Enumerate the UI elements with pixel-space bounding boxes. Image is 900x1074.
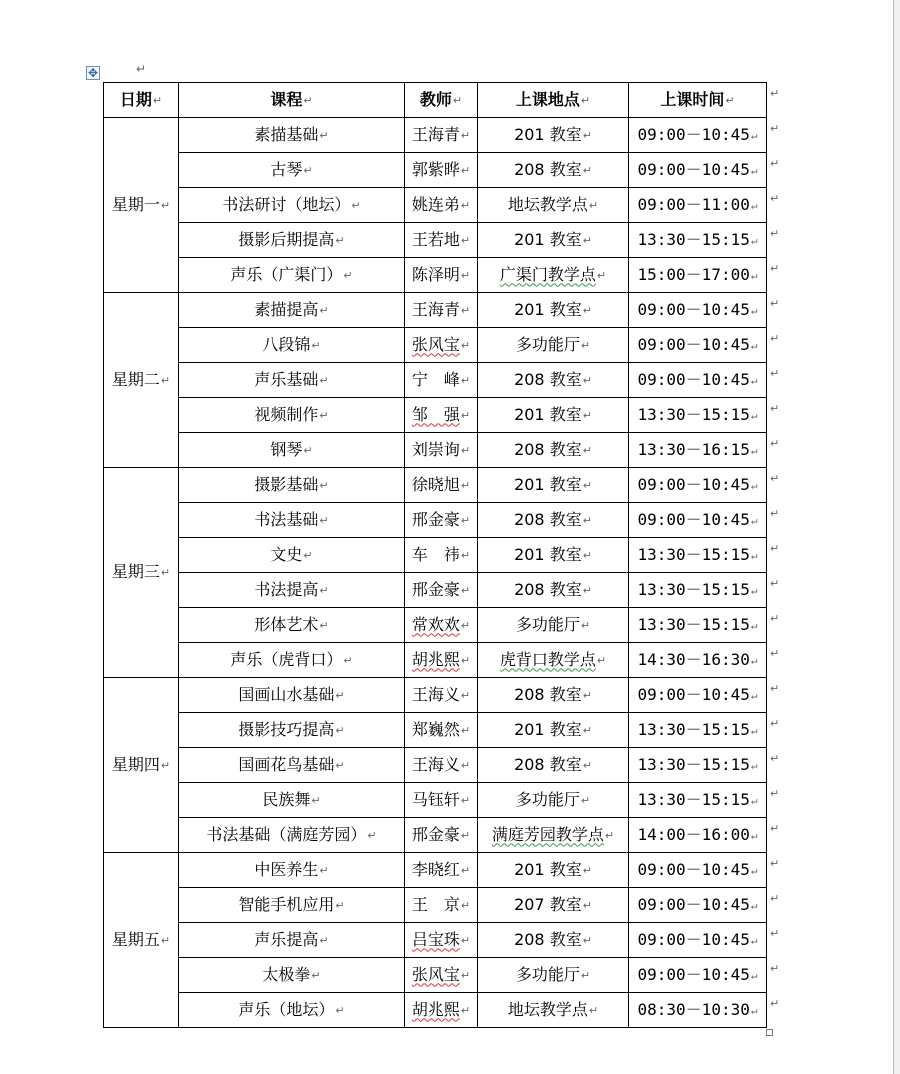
table-row — [104, 643, 767, 678]
row-end-mark: ↵ — [770, 156, 780, 170]
header-row — [104, 83, 767, 118]
course-cell[interactable]: 国画花鸟基础↵ — [179, 748, 405, 783]
time-cell[interactable]: 13:30－15:15↵ — [629, 748, 767, 783]
teacher-cell[interactable]: 王海青↵ — [405, 293, 478, 328]
course-cell[interactable]: 书法提高↵ — [179, 573, 405, 608]
row-end-mark: ↵ — [770, 646, 780, 660]
course-cell[interactable]: 国画山水基础↵ — [179, 678, 405, 713]
teacher-cell[interactable]: 陈泽明↵ — [405, 258, 478, 293]
table-row — [104, 258, 767, 293]
teacher-cell[interactable]: 王海义↵ — [405, 748, 478, 783]
course-cell[interactable]: 声乐提高↵ — [179, 923, 405, 958]
row-end-mark: ↵ — [770, 821, 780, 835]
location-cell[interactable]: 201 教室↵ — [478, 398, 629, 433]
course-cell[interactable]: 书法基础↵ — [179, 503, 405, 538]
course-cell[interactable]: 视频制作↵ — [179, 398, 405, 433]
table-row — [104, 573, 767, 608]
time-cell[interactable]: 09:00－10:45↵ — [629, 363, 767, 398]
time-cell[interactable]: 09:00－10:45↵ — [629, 853, 767, 888]
time-cell[interactable]: 13:30－15:15↵ — [629, 573, 767, 608]
row-end-mark: ↵ — [770, 961, 780, 975]
location-cell[interactable]: 208 教室↵ — [478, 748, 629, 783]
time-cell[interactable]: 09:00－10:45↵ — [629, 153, 767, 188]
teacher-cell[interactable]: 邢金豪↵ — [405, 573, 478, 608]
row-end-mark: ↵ — [770, 541, 780, 555]
location-cell[interactable]: 多功能厅↵ — [478, 958, 629, 993]
row-end-mark: ↵ — [770, 261, 780, 275]
teacher-cell[interactable]: 胡兆熙↵ — [405, 993, 478, 1028]
table-move-handle-icon[interactable]: ✥ — [87, 66, 99, 80]
course-cell[interactable]: 书法基础（满庭芳园）↵ — [179, 818, 405, 853]
course-cell[interactable]: 钢琴↵ — [179, 433, 405, 468]
time-cell[interactable]: 13:30－15:15↵ — [629, 713, 767, 748]
table-row — [104, 293, 767, 328]
time-cell[interactable]: 13:30－15:15↵ — [629, 398, 767, 433]
paragraph-mark: ↵ — [136, 62, 147, 76]
row-end-mark: ↵ — [770, 366, 780, 380]
row-end-mark: ↵ — [770, 786, 780, 800]
row-end-mark: ↵ — [770, 86, 780, 100]
location-cell[interactable]: 207 教室↵ — [478, 888, 629, 923]
table-row — [104, 223, 767, 258]
course-cell[interactable]: 形体艺术↵ — [179, 608, 405, 643]
time-cell[interactable]: 09:00－10:45↵ — [629, 328, 767, 363]
row-end-mark: ↵ — [770, 296, 780, 310]
location-cell[interactable]: 208 教室↵ — [478, 503, 629, 538]
teacher-cell[interactable]: 王 京↵ — [405, 888, 478, 923]
location-cell[interactable]: 208 教室↵ — [478, 153, 629, 188]
time-cell[interactable]: 09:00－10:45↵ — [629, 888, 767, 923]
schedule-body — [104, 118, 767, 1028]
teacher-cell[interactable]: 王海义↵ — [405, 678, 478, 713]
header-teacher[interactable]: 教师↵ — [405, 83, 478, 118]
time-cell[interactable]: 09:00－10:45↵ — [629, 118, 767, 153]
course-cell[interactable]: 中医养生↵ — [179, 853, 405, 888]
location-cell[interactable]: 208 教室↵ — [478, 363, 629, 398]
time-cell[interactable]: 14:00－16:00↵ — [629, 818, 767, 853]
table-row — [104, 888, 767, 923]
table-row — [104, 433, 767, 468]
time-cell[interactable]: 09:00－10:45↵ — [629, 678, 767, 713]
row-end-mark: ↵ — [770, 751, 780, 765]
table-row — [104, 538, 767, 573]
time-cell[interactable]: 08:30－10:30↵ — [629, 993, 767, 1028]
header-time[interactable]: 上课时间↵ — [629, 83, 767, 118]
location-cell[interactable]: 201 教室↵ — [478, 853, 629, 888]
teacher-cell[interactable]: 张风宝↵ — [405, 958, 478, 993]
row-end-mark: ↵ — [770, 576, 780, 590]
teacher-cell[interactable]: 王若地↵ — [405, 223, 478, 258]
table-row — [104, 363, 767, 398]
row-end-mark: ↵ — [770, 506, 780, 520]
day-cell[interactable]: 星期四↵ — [104, 678, 179, 853]
table-row — [104, 853, 767, 888]
location-cell[interactable]: 多功能厅↵ — [478, 328, 629, 363]
table-resize-handle[interactable] — [766, 1029, 773, 1036]
table-row — [104, 958, 767, 993]
location-cell[interactable]: 201 教室↵ — [478, 538, 629, 573]
teacher-cell[interactable]: 常欢欢↵ — [405, 608, 478, 643]
page-right-edge — [893, 0, 900, 1074]
location-cell[interactable]: 201 教室↵ — [478, 713, 629, 748]
teacher-cell[interactable]: 宁 峰↵ — [405, 363, 478, 398]
location-cell[interactable]: 地坛教学点↵ — [478, 188, 629, 223]
table-row — [104, 188, 767, 223]
teacher-cell[interactable]: 徐晓旭↵ — [405, 468, 478, 503]
row-end-mark: ↵ — [770, 926, 780, 940]
teacher-cell[interactable]: 王海青↵ — [405, 118, 478, 153]
location-cell[interactable]: 208 教室↵ — [478, 573, 629, 608]
location-cell[interactable]: 208 教室↵ — [478, 433, 629, 468]
teacher-cell[interactable]: 刘崇询↵ — [405, 433, 478, 468]
day-cell[interactable]: 星期三↵ — [104, 468, 179, 678]
course-cell[interactable]: 八段锦↵ — [179, 328, 405, 363]
table-row — [104, 678, 767, 713]
location-cell[interactable]: 多功能厅↵ — [478, 608, 629, 643]
row-end-mark: ↵ — [770, 121, 780, 135]
time-cell[interactable]: 09:00－10:45↵ — [629, 958, 767, 993]
course-cell[interactable]: 摄影基础↵ — [179, 468, 405, 503]
row-end-mark: ↵ — [770, 191, 780, 205]
row-end-mark: ↵ — [770, 226, 780, 240]
course-cell[interactable]: 声乐基础↵ — [179, 363, 405, 398]
location-cell[interactable]: 208 教室↵ — [478, 678, 629, 713]
table-row — [104, 503, 767, 538]
course-cell[interactable]: 声乐（地坛）↵ — [179, 993, 405, 1028]
location-cell[interactable]: 201 教室↵ — [478, 223, 629, 258]
location-cell[interactable]: 地坛教学点↵ — [478, 993, 629, 1028]
location-cell[interactable]: 虎背口教学点↵ — [478, 643, 629, 678]
course-cell[interactable]: 书法研讨（地坛）↵ — [179, 188, 405, 223]
course-cell[interactable]: 摄影后期提高↵ — [179, 223, 405, 258]
location-cell[interactable]: 208 教室↵ — [478, 923, 629, 958]
teacher-cell[interactable]: 邢金豪↵ — [405, 503, 478, 538]
time-cell[interactable]: 09:00－10:45↵ — [629, 923, 767, 958]
course-cell[interactable]: 素描提高↵ — [179, 293, 405, 328]
teacher-cell[interactable]: 郑巍然↵ — [405, 713, 478, 748]
table-row — [104, 993, 767, 1028]
table-row — [104, 748, 767, 783]
time-cell[interactable]: 09:00－10:45↵ — [629, 468, 767, 503]
location-cell[interactable]: 201 教室↵ — [478, 293, 629, 328]
time-cell[interactable]: 13:30－15:15↵ — [629, 608, 767, 643]
teacher-cell[interactable]: 郭紫晔↵ — [405, 153, 478, 188]
course-cell[interactable]: 古琴↵ — [179, 153, 405, 188]
header-location[interactable]: 上课地点↵ — [478, 83, 629, 118]
table-row — [104, 118, 767, 153]
day-cell[interactable]: 星期五↵ — [104, 853, 179, 1028]
course-cell[interactable]: 摄影技巧提高↵ — [179, 713, 405, 748]
teacher-cell[interactable]: 姚连弟↵ — [405, 188, 478, 223]
course-schedule-table — [103, 82, 767, 1028]
time-cell[interactable]: 14:30－16:30↵ — [629, 643, 767, 678]
teacher-cell[interactable]: 吕宝珠↵ — [405, 923, 478, 958]
table-row — [104, 468, 767, 503]
table-row — [104, 818, 767, 853]
day-cell[interactable]: 星期二↵ — [104, 293, 179, 468]
location-cell[interactable]: 201 教室↵ — [478, 468, 629, 503]
day-cell[interactable]: 星期一↵ — [104, 118, 179, 293]
time-cell[interactable]: 13:30－16:15↵ — [629, 433, 767, 468]
row-end-mark: ↵ — [770, 401, 780, 415]
row-end-mark: ↵ — [770, 716, 780, 730]
row-end-mark: ↵ — [770, 856, 780, 870]
course-cell[interactable]: 声乐（虎背口）↵ — [179, 643, 405, 678]
table-row — [104, 923, 767, 958]
time-cell[interactable]: 15:00－17:00↵ — [629, 258, 767, 293]
teacher-cell[interactable]: 马钰轩↵ — [405, 783, 478, 818]
course-cell[interactable]: 太极拳↵ — [179, 958, 405, 993]
table-row — [104, 328, 767, 363]
header-day[interactable]: 日期↵ — [104, 83, 179, 118]
row-end-mark: ↵ — [770, 611, 780, 625]
course-cell[interactable]: 素描基础↵ — [179, 118, 405, 153]
table-row — [104, 398, 767, 433]
row-end-mark: ↵ — [770, 331, 780, 345]
time-cell[interactable]: 09:00－10:45↵ — [629, 293, 767, 328]
row-end-mark: ↵ — [770, 471, 780, 485]
table-row — [104, 608, 767, 643]
location-cell[interactable]: 满庭芳园教学点↵ — [478, 818, 629, 853]
course-cell[interactable]: 民族舞↵ — [179, 783, 405, 818]
teacher-cell[interactable]: 邹 强↵ — [405, 398, 478, 433]
teacher-cell[interactable]: 张风宝↵ — [405, 328, 478, 363]
course-cell[interactable]: 智能手机应用↵ — [179, 888, 405, 923]
table-row — [104, 153, 767, 188]
time-cell[interactable]: 13:30－15:15↵ — [629, 538, 767, 573]
location-cell[interactable]: 广渠门教学点↵ — [478, 258, 629, 293]
course-cell[interactable]: 声乐（广渠门）↵ — [179, 258, 405, 293]
time-cell[interactable]: 13:30－15:15↵ — [629, 783, 767, 818]
time-cell[interactable]: 09:00－11:00↵ — [629, 188, 767, 223]
teacher-cell[interactable]: 李晓红↵ — [405, 853, 478, 888]
table-row — [104, 783, 767, 818]
header-course[interactable]: 课程↵ — [179, 83, 405, 118]
teacher-cell[interactable]: 胡兆熙↵ — [405, 643, 478, 678]
location-cell[interactable]: 多功能厅↵ — [478, 783, 629, 818]
location-cell[interactable]: 201 教室↵ — [478, 118, 629, 153]
row-end-mark: ↵ — [770, 436, 780, 450]
time-cell[interactable]: 09:00－10:45↵ — [629, 503, 767, 538]
course-cell[interactable]: 文史↵ — [179, 538, 405, 573]
teacher-cell[interactable]: 车 祎↵ — [405, 538, 478, 573]
row-end-mark: ↵ — [770, 996, 780, 1010]
row-end-mark: ↵ — [770, 681, 780, 695]
table-row — [104, 713, 767, 748]
row-end-mark: ↵ — [770, 891, 780, 905]
time-cell[interactable]: 13:30－15:15↵ — [629, 223, 767, 258]
teacher-cell[interactable]: 邢金豪↵ — [405, 818, 478, 853]
